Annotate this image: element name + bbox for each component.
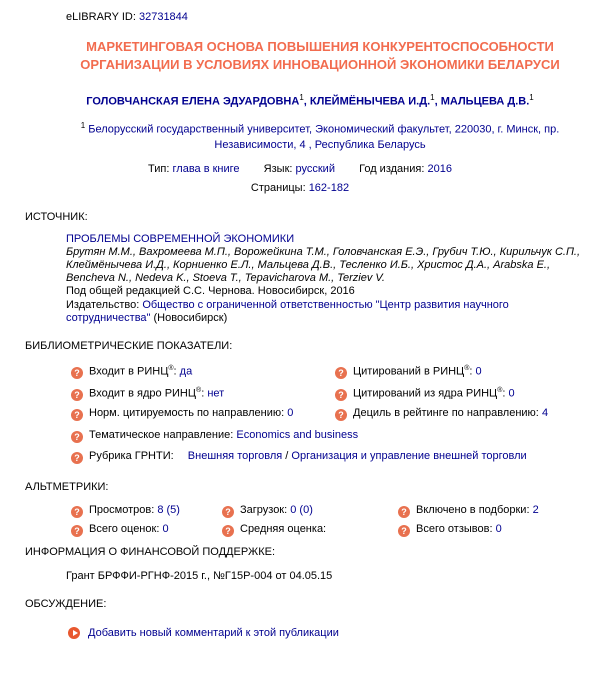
year-label: Год издания: (359, 163, 425, 175)
reg-mark: ® (168, 365, 174, 372)
altmetrics-heading: АЛЬТМЕТРИКИ: (25, 481, 109, 493)
metric-downloads-value: 0 (0) (290, 504, 313, 516)
discussion-heading: ОБСУЖДЕНИЕ: (25, 598, 107, 610)
metric-downloads-label: Загрузок: (240, 504, 288, 516)
metric-core (89, 387, 224, 400)
metric-norm-label: Норм. цитируемость по направлению: (89, 407, 285, 419)
pages-label: Страницы: (250, 182, 306, 194)
pages-value: 162-182 (308, 182, 350, 194)
metric-rinc-label: Входит в РИНЦ (89, 365, 169, 378)
metric-decile (353, 407, 548, 419)
source-authors-line-3: Bencheva N., Nedeva K., Stoeva T., Tepavicharova M., Terziev V. (66, 272, 385, 284)
language-label: Язык: (263, 163, 293, 175)
metric-decile-value: 4 (541, 407, 549, 419)
help-icon[interactable]: ? (71, 506, 83, 518)
author-sup-2: 1 (430, 93, 435, 102)
metric-ratings-value: 0 (162, 523, 169, 535)
metric-collections-label: Включено в подборки: (416, 504, 530, 516)
reg-mark: ® (196, 387, 202, 394)
year-value: 2016 (427, 163, 452, 175)
metric-core-label: Входит в ядро РИНЦ (89, 387, 197, 400)
metric-cit-core-label: Цитирований из ядра РИНЦ (353, 387, 498, 400)
affiliation-line-2: Независимости, 4 , Республика Беларусь (214, 138, 426, 151)
type-value: глава в книге (172, 163, 240, 175)
source-editor: Под общей редакцией С.С. Чернова. Новосибирск, 2016 (66, 285, 355, 297)
author-sup-1: 1 (299, 93, 304, 102)
title-line-1: МАРКЕТИНГОВАЯ ОСНОВА ПОВЫШЕНИЯ КОНКУРЕНТОСПОСОБНОСТИ (86, 39, 554, 54)
help-icon[interactable]: ? (71, 409, 83, 421)
author-link-2[interactable]: КЛЕЙМЁНЫЧЕВА И.Д. (309, 95, 431, 108)
metric-theme (89, 429, 358, 441)
metric-downloads (240, 504, 313, 516)
affiliation-line-1[interactable]: Белорусский государственный университет, Экономический факультет, 220030, г. Минск, пр. (88, 123, 560, 136)
help-icon[interactable]: ? (222, 525, 234, 537)
metric-cit-rinc (353, 365, 482, 378)
metric-cit-rinc-value: 0 (475, 365, 482, 378)
help-icon[interactable]: ? (335, 367, 347, 379)
colon: : (201, 387, 205, 400)
funding-heading: ИНФОРМАЦИЯ О ФИНАНСОВОЙ ПОДДЕРЖКЕ: (25, 546, 276, 558)
source-authors-line-2: Клеймёнычева И.Д., Корниенко Е.Л., Мальцева Д.В., Тесленко И.Б., Христос Д.А., Arabska E., (66, 259, 551, 271)
metric-views-label: Просмотров: (89, 504, 155, 516)
help-icon[interactable]: ? (71, 431, 83, 443)
author-link-1[interactable]: ГОЛОВЧАНСКАЯ ЕЛЕНА ЭДУАРДОВНА (86, 95, 300, 108)
metric-core-value: нет (207, 387, 225, 400)
play-icon[interactable] (68, 627, 80, 639)
title-line-2: ОРГАНИЗАЦИИ В УСЛОВИЯХ ИННОВАЦИОННОЙ ЭКОНОМИКИ БЕЛАРУСИ (80, 57, 560, 72)
help-icon[interactable]: ? (71, 367, 83, 379)
elibrary-id-value: 32731844 (138, 11, 188, 23)
metric-grnti (89, 450, 527, 462)
metric-rinc-value: да (179, 365, 193, 378)
elibrary-id-row (66, 11, 188, 23)
author-sup-3: 1 (529, 93, 534, 102)
type-label: Тип: (148, 163, 170, 175)
metric-ratings (89, 523, 169, 535)
help-icon[interactable]: ? (222, 506, 234, 518)
metric-cit-core (353, 387, 515, 400)
metric-theme-link[interactable]: Economics and business (236, 429, 359, 441)
language-value: русский (295, 163, 335, 175)
help-icon[interactable]: ? (71, 525, 83, 537)
publisher-link-line-2[interactable]: сотрудничества" (66, 312, 151, 324)
meta-row (0, 163, 600, 175)
colon: : (502, 387, 506, 400)
metric-rinc (89, 365, 192, 378)
funding-text: Грант БРФФИ-РГНФ-2015 г., №Г15Р-004 от 04.05.15 (66, 570, 333, 582)
grnti-link-1[interactable]: Внешняя торговля (187, 450, 283, 462)
reg-mark: ® (464, 365, 470, 372)
publisher-city: (Новосибирск) (153, 312, 228, 324)
help-icon[interactable]: ? (71, 452, 83, 464)
reg-mark: ® (497, 387, 503, 394)
elibrary-id-label: eLIBRARY ID: (66, 11, 136, 23)
affiliation-sup: 1 (80, 121, 86, 130)
publisher-label: Издательство: (66, 299, 140, 311)
metric-views-value: 8 (5) (157, 504, 180, 516)
publisher-link-line-1[interactable]: Общество с ограниченной ответственностью "Центр развития научного (142, 299, 509, 311)
colon: : (469, 365, 473, 378)
author-link-3[interactable]: МАЛЬЦЕВА Д.В. (440, 95, 530, 108)
help-icon[interactable]: ? (335, 409, 347, 421)
metric-reviews (416, 523, 502, 535)
metric-norm-value: 0 (287, 407, 294, 419)
pages-row (0, 182, 600, 194)
source-block (66, 233, 586, 325)
publication-title (60, 38, 580, 74)
grnti-separator: / (285, 450, 289, 462)
metric-norm (89, 407, 293, 419)
metric-decile-label: Дециль в рейтинге по направлению: (353, 407, 539, 419)
source-heading: ИСТОЧНИК: (25, 211, 88, 223)
colon: : (173, 365, 177, 378)
metric-cit-core-value: 0 (508, 387, 515, 400)
metric-avg-rating (240, 523, 326, 535)
metric-views (89, 504, 180, 516)
source-authors-line-1: Брутян М.М., Вахромеева М.П., Ворожейкина Т.М., Головчанская Е.Э., Грубич Т.Ю., Кирильчук С.П., (66, 246, 581, 258)
authors-row: ГОЛОВЧАНСКАЯ ЕЛЕНА ЭДУАРДОВНА$^1$, КЛЕЙМЁНЫЧЕВА И.Д.$^1$, МАЛЬЦЕВА Д.В.$^1$ (86, 93, 534, 108)
metric-cit-rinc-label: Цитирований в РИНЦ (353, 365, 465, 378)
metric-avg-rating-label: Средняя оценка: (240, 523, 327, 535)
help-icon[interactable]: ? (398, 506, 410, 518)
metric-theme-label: Тематическое направление: (89, 429, 234, 441)
add-comment-link[interactable]: Добавить новый комментарий к этой публикации (88, 627, 339, 639)
metric-ratings-label: Всего оценок: (89, 523, 160, 535)
metric-reviews-label: Всего отзывов: (416, 523, 493, 535)
help-icon[interactable]: ? (398, 525, 410, 537)
metric-grnti-label: Рубрика ГРНТИ: (89, 450, 174, 462)
grnti-link-2[interactable]: Организация и управление внешней торговли (291, 450, 527, 462)
metric-collections-value: 2 (532, 504, 539, 516)
bibliometrics-heading: БИБЛИОМЕТРИЧЕСКИЕ ПОКАЗАТЕЛИ: (25, 340, 233, 352)
affiliation (60, 118, 580, 153)
metric-reviews-value: 0 (495, 523, 502, 535)
help-icon[interactable]: ? (335, 389, 347, 401)
source-book-link[interactable]: ПРОБЛЕМЫ СОВРЕМЕННОЙ ЭКОНОМИКИ (66, 233, 295, 245)
help-icon[interactable]: ? (71, 389, 83, 401)
metric-collections (416, 504, 539, 516)
